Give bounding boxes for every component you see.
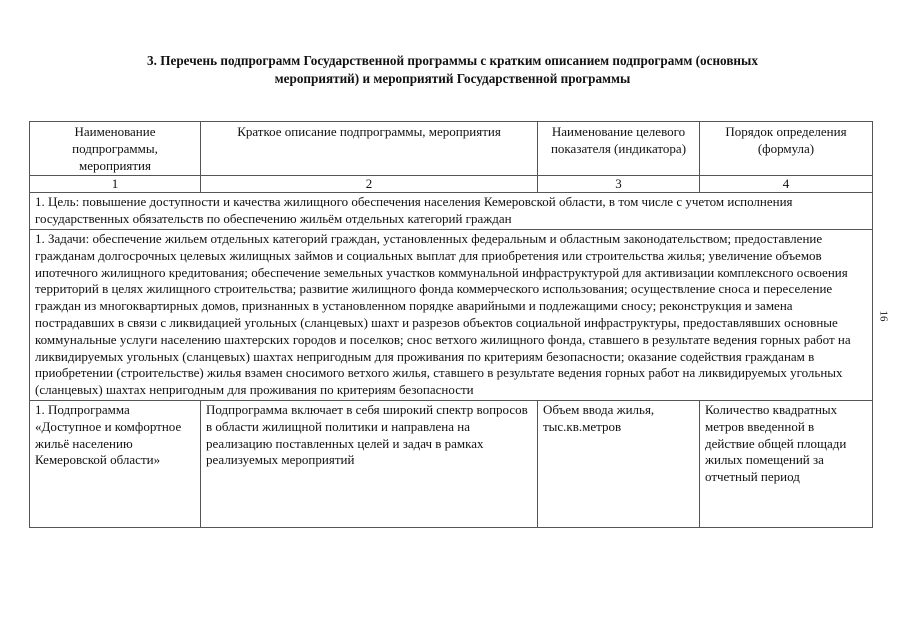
document-title <box>40 52 865 88</box>
subprogram-description: Подпрограмма включает в себя широкий спектр вопросов в области жилищной политики и направлена на реализацию поставленных целей и задач в рамках реализуемых мероприятий <box>201 400 538 527</box>
header-description: Краткое описание подпрограммы, мероприятия <box>201 122 538 176</box>
title-line-2: мероприятий) и мероприятий Государственной программы <box>274 71 631 86</box>
column-number: 3 <box>538 176 700 193</box>
goal-text: 1. Цель: повышение доступности и качества жилищного обеспечения населения Кемеровской области, в том числе с учетом исполнения государственных обязательств по обеспечению жильём отдельных категорий граждан <box>30 193 873 230</box>
tasks-text: 1. Задачи: обеспечение жильем отдельных категорий граждан, установленных федеральным и областным законодательством; предоставление гражданам долгосрочных целевых жилищных займов и социальных выплат для приобретения или строительства жилья; увеличение объемов ипотечного жилищного кредитования; обеспечение земельных участков коммунальной инфраструктурой для активизации комплексного освоения территорий в целях жилищного строительства; развитие жилищного фонда коммерческого использования; осуществление сноса и переселение граждан из многоквартирных домов, признанных в установленном порядке аварийными и подлежащими сносу; реконструкция и замена пострадавших в связи с ликвидацией угольных (сланцевых) шахт и разрезов объектов социальной инфраструктуры, предоставлявших основные коммунальные услуги населению шахтерских городов и поселков; снос ветхого жилищного фонда, ставшего в результате ведения горных работ на ликвидируемых угольных (сланцевых) шахтах непригодным для проживания по критериям безопасности; оказание содействия гражданам в приобретении (строительстве) жилья взамен сносимого ветхого жилья, ставшего в результате ведения горных работ на ликвидируемых угольных (сланцевых) шахтах непригодным для проживания по критериям безопасности <box>30 229 873 400</box>
tasks-row <box>30 229 873 400</box>
subprogram-name: 1. Подпрограмма «Доступное и комфортное жильё населению Кемеровской области» <box>30 400 201 527</box>
column-number: 4 <box>700 176 873 193</box>
column-number: 2 <box>201 176 538 193</box>
header-row <box>30 122 873 176</box>
column-number-row <box>30 176 873 193</box>
header-formula: Порядок определения (формула) <box>700 122 873 176</box>
header-indicator: Наименование целевого показателя (индикатора) <box>538 122 700 176</box>
subprograms-table <box>29 121 873 528</box>
page-number: 16 <box>877 310 890 322</box>
subprogram-row <box>30 400 873 527</box>
header-name: Наименование подпрограммы, мероприятия <box>30 122 201 176</box>
subprogram-formula: Количество квадратных метров введенной в действие общей площади жилых помещений за отчетный период <box>700 400 873 527</box>
title-line-1: 3. Перечень подпрограмм Государственной программы с кратким описанием подпрограмм (основных <box>147 53 758 68</box>
column-number: 1 <box>30 176 201 193</box>
subprogram-indicator: Объем ввода жилья, тыс.кв.метров <box>538 400 700 527</box>
goal-row <box>30 193 873 230</box>
